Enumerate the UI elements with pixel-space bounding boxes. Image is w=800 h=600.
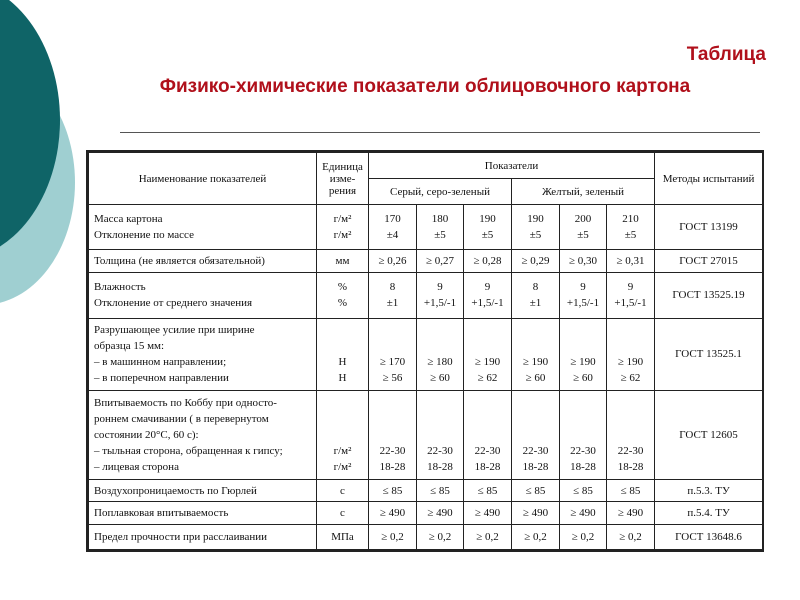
cell-value-line <box>515 338 556 354</box>
cell-value-line <box>372 322 413 338</box>
cell-value <box>417 390 464 479</box>
cell-value <box>464 273 512 318</box>
cell-value-line: ≥ 0,31 <box>616 255 645 268</box>
cell-value-line: ≥ 190 <box>570 356 596 369</box>
cell-value <box>369 205 417 250</box>
cell-value <box>369 318 417 390</box>
cell-value-line: ≥ 60 <box>430 372 450 385</box>
cell-name-line: Предел прочности при расслаивании <box>94 531 268 544</box>
cell-name <box>89 525 317 550</box>
cell-value-line <box>372 427 413 443</box>
cell-value-line: 22-30 <box>474 444 501 457</box>
cell-value <box>369 390 417 479</box>
cell-value-line: ≥ 490 <box>617 507 644 520</box>
cell-value-line: ≥ 190 <box>522 356 549 369</box>
cell-value <box>607 250 655 273</box>
cell-value-line: ≥ 0,29 <box>521 255 550 268</box>
cell-value-line: ±5 <box>481 229 494 242</box>
cell-value <box>560 273 607 318</box>
cell-value <box>512 273 560 318</box>
cell-value-line: 18-28 <box>379 460 406 473</box>
page-title: Физико-химические показатели облицовочного картона <box>159 76 691 97</box>
cell-value-line: ≥ 0,2 <box>619 531 642 544</box>
cell-value-line: ≥ 60 <box>573 372 593 385</box>
cell-value-line <box>467 395 508 411</box>
cell-value-line: ≥ 490 <box>427 507 453 520</box>
cell-value-line <box>610 395 651 411</box>
cell-value-line: ±4 <box>386 229 399 242</box>
cell-value <box>560 479 607 502</box>
cell-value-line: 22-30 <box>522 444 549 457</box>
cell-value-line: ≥ 490 <box>522 507 549 520</box>
cell-value <box>607 273 655 318</box>
cell-value-line: 8 <box>389 281 396 294</box>
cell-value <box>607 390 655 479</box>
cell-value <box>464 318 512 390</box>
cell-value-line: ≥ 0,28 <box>473 255 502 268</box>
cell-value-line <box>610 427 651 443</box>
cell-value <box>369 250 417 273</box>
cell-value <box>512 479 560 502</box>
properties-table <box>88 152 763 550</box>
cell-value-line: 8 <box>532 281 539 294</box>
cell-value-line: ≥ 170 <box>379 356 406 369</box>
cell-name-line: Толщина (не является обязательной) <box>94 255 265 268</box>
cell-value-line <box>610 322 651 338</box>
cell-value <box>369 502 417 525</box>
cell-value-line: ≥ 0,2 <box>571 531 595 544</box>
cell-value-line: 190 <box>479 213 496 226</box>
cell-name <box>89 502 317 525</box>
cell-value <box>417 318 464 390</box>
header-group-gray: Серый, серо-зеленый <box>369 179 512 205</box>
cell-value-line <box>420 322 460 338</box>
cell-value-line <box>420 338 460 354</box>
cell-value-line <box>467 338 508 354</box>
cell-value-line: 22-30 <box>617 444 644 457</box>
cell-value <box>560 502 607 525</box>
cell-value-line: 22-30 <box>379 444 406 457</box>
cell-unit <box>317 502 369 525</box>
cell-value-line: 22-30 <box>427 444 453 457</box>
cell-unit-line: г/м² <box>333 460 352 473</box>
cell-value <box>512 502 560 525</box>
cell-name-line: Поплавковая впитываемость <box>94 507 229 520</box>
cell-value <box>512 205 560 250</box>
cell-value-line <box>610 338 651 354</box>
cell-name-line: Влажность <box>94 281 146 294</box>
cell-value-line: ≥ 190 <box>617 356 644 369</box>
cell-name-line: – в машинном направлении; <box>94 356 227 369</box>
cell-method: ГОСТ 13648.6 <box>655 525 763 550</box>
cell-value-line: +1,5/-1 <box>614 297 647 310</box>
cell-value-line: ≥ 0,26 <box>378 255 407 268</box>
cell-value <box>417 502 464 525</box>
cell-name <box>89 205 317 250</box>
cell-method: ГОСТ 13525.1 <box>655 318 763 390</box>
cell-name-line: – тыльная сторона, обращенная к гипсу; <box>94 444 283 457</box>
cell-unit-line: МПа <box>331 531 354 544</box>
cell-value <box>464 502 512 525</box>
cell-name-line: Отклонение по массе <box>94 229 194 242</box>
cell-name-line: образца 15 мм: <box>94 340 165 353</box>
cell-value-line <box>563 395 603 411</box>
cell-name <box>89 250 317 273</box>
cell-method: ГОСТ 13199 <box>655 205 763 250</box>
cell-value-line <box>515 427 556 443</box>
cell-value-line: ≥ 490 <box>474 507 501 520</box>
cell-value <box>512 390 560 479</box>
cell-value-line: 18-28 <box>522 460 549 473</box>
cell-value-line <box>515 411 556 427</box>
table-row <box>89 390 763 479</box>
cell-value-line: 190 <box>527 213 544 226</box>
cell-unit-line <box>320 322 365 338</box>
cell-value-line: ±1 <box>386 297 399 310</box>
cell-unit-line: г/м² <box>333 213 352 226</box>
cell-name-line: Воздухопроницаемость по Гюрлей <box>94 484 257 497</box>
cell-value <box>464 525 512 550</box>
header-unit: Единица изме-рения <box>317 153 369 205</box>
cell-value-line: ±5 <box>529 229 542 242</box>
cell-value-line <box>610 411 651 427</box>
cell-unit-line <box>320 411 365 427</box>
cell-value <box>464 390 512 479</box>
cell-value-line <box>515 395 556 411</box>
cell-value-line <box>467 427 508 443</box>
cell-value-line: ≥ 0,2 <box>476 531 499 544</box>
cell-method: п.5.4. ТУ <box>655 502 763 525</box>
header-methods: Методы испытаний <box>655 153 763 205</box>
cell-value <box>417 525 464 550</box>
table-body <box>89 205 763 550</box>
cell-value-line: 18-28 <box>427 460 453 473</box>
cell-value-line <box>563 427 603 443</box>
cell-value <box>512 250 560 273</box>
cell-value-line: ≥ 62 <box>620 372 641 385</box>
cell-value-line: 170 <box>384 213 401 226</box>
cell-value <box>369 479 417 502</box>
cell-value <box>417 273 464 318</box>
header-indicators: Показатели <box>369 153 655 179</box>
cell-value-line: ≥ 0,2 <box>428 531 452 544</box>
table-caption-label: Таблица <box>686 44 766 65</box>
cell-name-line: – лицевая сторона <box>94 460 179 473</box>
cell-value <box>560 390 607 479</box>
cell-value-line: 200 <box>574 213 592 226</box>
cell-value-line: 9 <box>580 281 586 294</box>
cell-unit-line: г/м² <box>333 229 352 242</box>
header-name: Наименование показателей <box>89 153 317 205</box>
cell-unit-line: % <box>337 297 348 310</box>
cell-unit-line <box>320 338 365 354</box>
cell-unit-line: Н <box>338 356 347 369</box>
cell-value-line: +1,5/-1 <box>566 297 600 310</box>
cell-value <box>560 318 607 390</box>
cell-value-line <box>563 338 603 354</box>
table-row <box>89 205 763 250</box>
cell-method: ГОСТ 27015 <box>655 250 763 273</box>
cell-value-line <box>563 322 603 338</box>
cell-value <box>512 318 560 390</box>
cell-value <box>464 479 512 502</box>
cell-value-line: ±5 <box>624 229 637 242</box>
cell-unit <box>317 273 369 318</box>
cell-value-line: ≤ 85 <box>525 484 546 497</box>
cell-method: ГОСТ 13525.19 <box>655 273 763 318</box>
cell-value-line: 18-28 <box>474 460 501 473</box>
table-row <box>89 525 763 550</box>
cell-value-line: 9 <box>627 281 634 294</box>
cell-name-line: состоянии 20°С, 60 с): <box>94 428 199 441</box>
cell-value-line: ≥ 56 <box>382 372 403 385</box>
cell-unit-line <box>320 427 365 443</box>
cell-unit <box>317 318 369 390</box>
cell-value <box>464 250 512 273</box>
cell-method: п.5.3. ТУ <box>655 479 763 502</box>
cell-unit <box>317 479 369 502</box>
cell-value-line: ±5 <box>434 229 446 242</box>
cell-value-line: 9 <box>484 281 491 294</box>
cell-value-line: ≥ 190 <box>474 356 501 369</box>
cell-value-line <box>467 322 508 338</box>
cell-unit-line: с <box>340 484 345 497</box>
cell-value <box>417 250 464 273</box>
table-row <box>89 502 763 525</box>
cell-value-line <box>420 427 460 443</box>
cell-value-line: ≤ 85 <box>573 484 593 497</box>
cell-value-line: 22-30 <box>570 444 596 457</box>
cell-value-line <box>467 411 508 427</box>
cell-unit-line: с <box>340 507 345 520</box>
cell-value <box>607 479 655 502</box>
cell-value <box>607 205 655 250</box>
cell-name <box>89 273 317 318</box>
cell-value-line: 9 <box>437 281 443 294</box>
cell-value-line: ≥ 0,2 <box>381 531 404 544</box>
cell-value <box>607 318 655 390</box>
cell-value <box>369 525 417 550</box>
cell-value-line: ≥ 0,27 <box>425 255 455 268</box>
cell-value-line: +1,5/-1 <box>471 297 504 310</box>
cell-value-line: ≥ 180 <box>427 356 453 369</box>
header-group-yellow: Желтый, зеленый <box>512 179 655 205</box>
cell-unit-line: % <box>337 281 348 294</box>
cell-value-line: ±5 <box>577 229 589 242</box>
cell-value-line: ≥ 0,2 <box>524 531 547 544</box>
cell-unit-line: мм <box>335 255 350 268</box>
cell-unit <box>317 390 369 479</box>
cell-value-line <box>372 338 413 354</box>
cell-value-line: 210 <box>622 213 639 226</box>
cell-value-line: 180 <box>431 213 449 226</box>
cell-value <box>417 479 464 502</box>
cell-value <box>369 273 417 318</box>
cell-value-line: ≥ 490 <box>379 507 406 520</box>
cell-name-line: – в поперечном направлении <box>94 372 229 385</box>
cell-name-line: Разрушающее усилие при ширине <box>94 324 255 337</box>
cell-value <box>417 205 464 250</box>
cell-value <box>607 502 655 525</box>
properties-table-frame <box>86 150 764 552</box>
cell-name <box>89 318 317 390</box>
cell-unit <box>317 205 369 250</box>
cell-name-line: Впитываемость по Коббу при односто- <box>94 396 277 409</box>
cell-name-line: Масса картона <box>94 213 163 226</box>
cell-value-line <box>372 411 413 427</box>
cell-value-line: ≥ 60 <box>525 372 546 385</box>
table-row <box>89 250 763 273</box>
table-row <box>89 273 763 318</box>
cell-value <box>560 250 607 273</box>
cell-value <box>560 525 607 550</box>
cell-value-line: +1,5/-1 <box>423 297 457 310</box>
cell-unit <box>317 525 369 550</box>
cell-name <box>89 479 317 502</box>
cell-value-line <box>515 322 556 338</box>
cell-unit-line <box>320 395 365 411</box>
cell-value-line <box>563 411 603 427</box>
cell-unit <box>317 250 369 273</box>
cell-value-line: 18-28 <box>570 460 596 473</box>
cell-name-line: роннем смачивании ( в перевернутом <box>94 412 269 425</box>
title-divider <box>120 132 760 133</box>
cell-value <box>607 525 655 550</box>
cell-unit-line: г/м² <box>333 444 352 457</box>
cell-value-line <box>420 411 460 427</box>
cell-value-line <box>420 395 460 411</box>
cell-value-line <box>372 395 413 411</box>
cell-name-line: Отклонение от среднего значения <box>94 297 253 310</box>
cell-value <box>560 205 607 250</box>
cell-unit-line: Н <box>338 372 347 385</box>
cell-value-line: ≥ 490 <box>570 507 596 520</box>
table-row <box>89 318 763 390</box>
cell-name <box>89 390 317 479</box>
cell-method: ГОСТ 12605 <box>655 390 763 479</box>
cell-value-line: ≤ 85 <box>430 484 450 497</box>
table-row <box>89 479 763 502</box>
cell-value <box>512 525 560 550</box>
cell-value-line: ≤ 85 <box>477 484 498 497</box>
cell-value-line: ≤ 85 <box>382 484 403 497</box>
cell-value-line: 18-28 <box>617 460 644 473</box>
cell-value <box>464 205 512 250</box>
cell-value-line: ≤ 85 <box>620 484 641 497</box>
cell-value-line: ≥ 62 <box>477 372 498 385</box>
cell-value-line: ±1 <box>529 297 542 310</box>
cell-value-line: ≥ 0,30 <box>568 255 598 268</box>
